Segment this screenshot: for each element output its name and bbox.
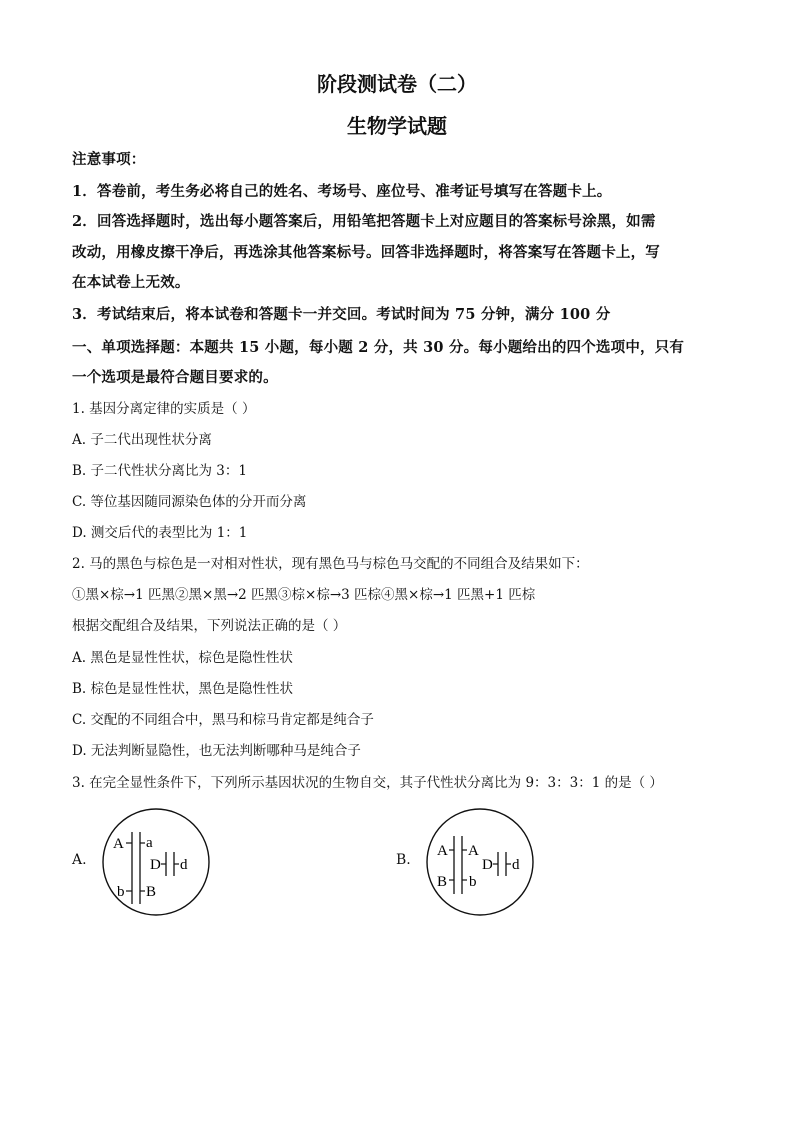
gene-label: A	[468, 843, 479, 859]
q1-option-a: A. 子二代出现性状分离	[72, 432, 212, 448]
gene-label: d	[180, 857, 188, 873]
gene-label: a	[146, 835, 153, 851]
q2-option-d: D. 无法判断显隐性，也无法判断哪种马是纯合子	[72, 743, 361, 759]
q2-option-a: A. 黑色是显性性状，棕色是隐性性状	[72, 650, 293, 666]
page-subtitle: 生物学试题	[347, 114, 447, 138]
q1-stem: 1. 基因分离定律的实质是（ ）	[72, 401, 256, 417]
gene-label: B	[437, 874, 448, 890]
notes-item-2-line-3: 在本试卷上无效。	[72, 274, 190, 291]
notes-item-1: 1．答卷前，考生务必将自己的姓名、考场号、座位号、准考证号填写在答题卡上。	[72, 183, 612, 200]
q2-stem: 2. 马的黑色与棕色是一对相对性状，现有黑色马与棕色马交配的不同组合及结果如下：	[72, 556, 589, 572]
q2-option-c: C. 交配的不同组合中，黑马和棕马肯定都是纯合子	[72, 712, 374, 728]
gene-label: A	[113, 836, 124, 852]
gene-label: D	[482, 857, 493, 873]
q3-stem: 3. 在完全显性条件下，下列所示基因状况的生物自交，其子代性状分离比为 9：3：3：1 的是（ ）	[72, 775, 663, 791]
q2-option-b: B. 棕色是显性性状，黑色是隐性性状	[72, 681, 294, 697]
q3-option-a-cell-diagram[interactable]	[96, 808, 220, 918]
notes-heading: 注意事项：	[72, 151, 146, 168]
gene-label: A	[437, 843, 448, 859]
section-heading-line-1: 一、单项选择题：本题共 15 小题，每小题 2 分，共 30 分。每小题给出的四个选项中，只有	[72, 339, 685, 356]
notes-item-2-line-1: 2．回答选择题时，选出每小题答案后，用铅笔把答题卡上对应题目的答案标号涂黑，如需	[72, 213, 656, 230]
q2-question: 根据交配组合及结果，下列说法正确的是（ ）	[72, 618, 347, 634]
q1-option-b: B. 子二代性状分离比为 3：1	[72, 463, 247, 479]
q3-option-b-letter[interactable]: B.	[396, 852, 411, 868]
page-title: 阶段测试卷（二）	[317, 72, 477, 96]
gene-label: d	[512, 857, 520, 873]
section-heading-line-2: 一个选项是最符合题目要求的。	[72, 369, 278, 386]
q1-option-d: D. 测交后代的表型比为 1：1	[72, 525, 248, 541]
q2-crosses: ①黑×棕→1 匹黑②黑×黑→2 匹黑③棕×棕→3 匹棕④黑×棕→1 匹黑+1 匹棕	[72, 587, 536, 603]
q3-option-a-letter[interactable]: A.	[72, 852, 87, 868]
gene-label: b	[469, 874, 477, 890]
gene-label: D	[150, 857, 161, 873]
gene-label: B	[146, 884, 157, 900]
notes-item-2-line-2: 改动，用橡皮擦干净后，再选涂其他答案标号。回答非选择题时，将答案写在答题卡上，写	[72, 244, 660, 261]
gene-label: b	[117, 884, 125, 900]
notes-item-3: 3．考试结束后，将本试卷和答题卡一并交回。考试时间为 75 分钟，满分 100 分	[72, 306, 611, 323]
q3-option-b-cell-diagram[interactable]	[420, 808, 544, 918]
q1-option-c: C. 等位基因随同源染色体的分开而分离	[72, 494, 307, 510]
